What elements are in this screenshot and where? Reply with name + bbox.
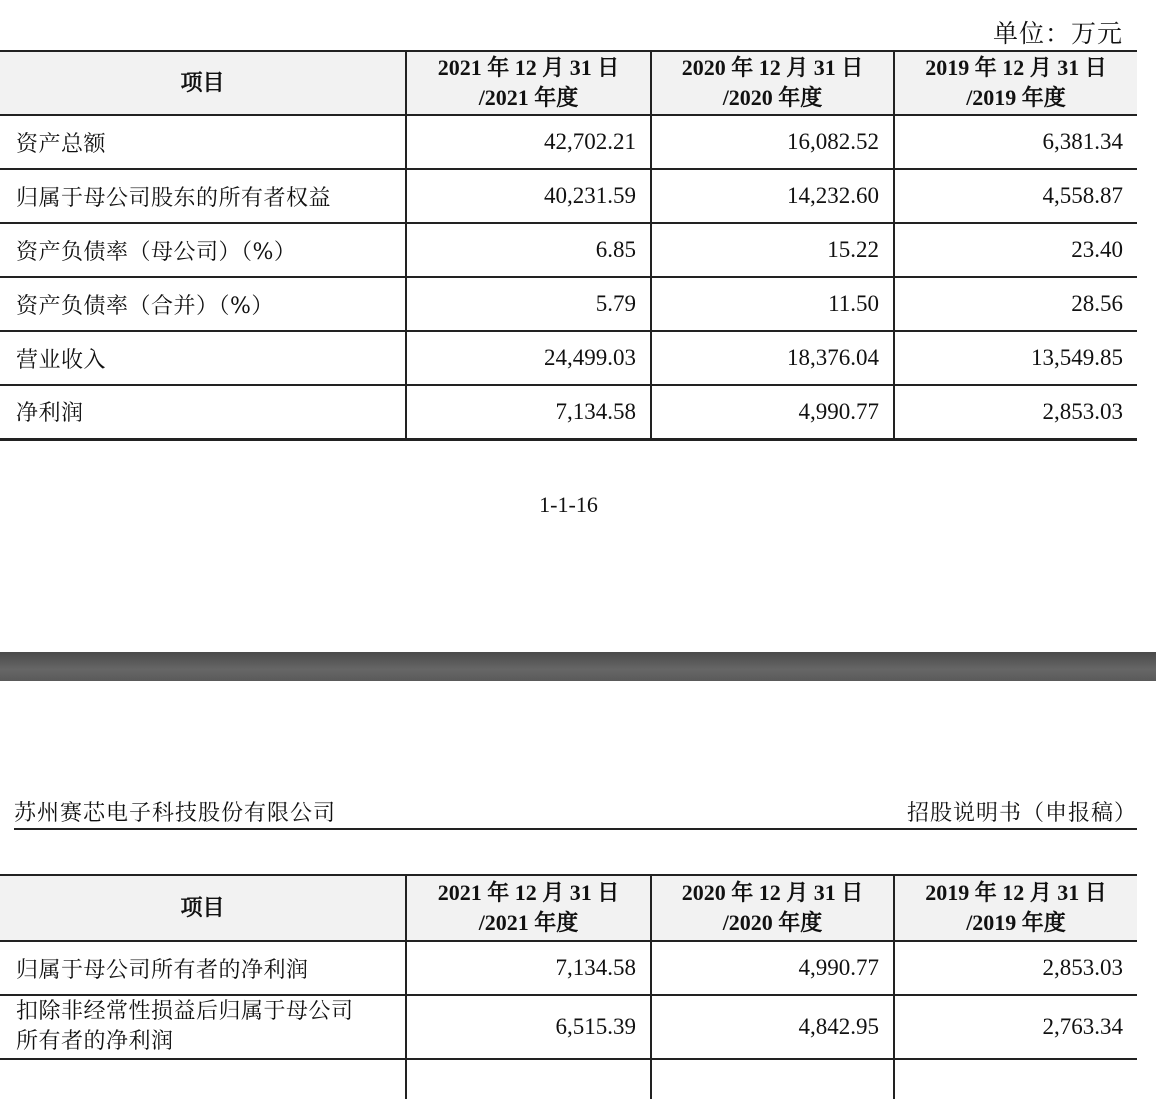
value-2020: 4,990.77 bbox=[651, 385, 894, 439]
table-header-row bbox=[0, 875, 1137, 941]
value-2019: 28.56 bbox=[894, 277, 1137, 331]
header-2020: 2020 年 12 月 31 日 /2020 年度 bbox=[651, 51, 894, 115]
financial-table-bottom bbox=[0, 874, 1137, 1099]
value-2021: 24,499.03 bbox=[406, 331, 651, 385]
row-label: 净利润 bbox=[0, 385, 406, 439]
company-name: 苏州赛芯电子科技股份有限公司 bbox=[14, 801, 337, 826]
row-label: 归属于母公司所有者的净利润 bbox=[0, 941, 406, 995]
row-label: 归属于母公司股东的所有者权益 bbox=[0, 169, 406, 223]
row-label: 营业收入 bbox=[0, 331, 406, 385]
row-label: 扣除非经常性损益后归属于母公司 所有者的净利润 bbox=[0, 995, 406, 1059]
value-2019: 2,853.03 bbox=[894, 385, 1137, 439]
value-2021: 7,134.58 bbox=[406, 941, 651, 995]
value-2019: 2,763.34 bbox=[894, 995, 1137, 1059]
financial-table-top bbox=[0, 50, 1137, 441]
value-2021: 7,134.58 bbox=[406, 385, 651, 439]
table-row bbox=[0, 169, 1137, 223]
value-2021: 5.79 bbox=[406, 277, 651, 331]
value-2020: 16,082.52 bbox=[651, 115, 894, 169]
value-2020: 4,990.77 bbox=[651, 941, 894, 995]
value-2019: 23.40 bbox=[894, 223, 1137, 277]
table-row-partial bbox=[0, 1059, 1137, 1099]
row-label: 资产总额 bbox=[0, 115, 406, 169]
value-2020: 18,376.04 bbox=[651, 331, 894, 385]
table-row bbox=[0, 223, 1137, 277]
value-2020: 4,842.95 bbox=[651, 995, 894, 1059]
table-row bbox=[0, 385, 1137, 439]
value-2021: 40,231.59 bbox=[406, 169, 651, 223]
value-2019: 13,549.85 bbox=[894, 331, 1137, 385]
table-row bbox=[0, 995, 1137, 1059]
row-label: 资产负债率（合并）（%） bbox=[0, 277, 406, 331]
page-number: 1-1-16 bbox=[539, 492, 598, 517]
header-2019: 2019 年 12 月 31 日 /2019 年度 bbox=[894, 51, 1137, 115]
header-2021: 2021 年 12 月 31 日 /2021 年度 bbox=[406, 51, 651, 115]
page-separator bbox=[0, 652, 1156, 681]
value-2020: 15.22 bbox=[651, 223, 894, 277]
page-header bbox=[14, 794, 1137, 830]
table-row bbox=[0, 277, 1137, 331]
document-title: 招股说明书（申报稿） bbox=[906, 801, 1137, 826]
header-2020: 2020 年 12 月 31 日 /2020 年度 bbox=[651, 875, 894, 941]
value-2020: 11.50 bbox=[651, 277, 894, 331]
header-2021: 2021 年 12 月 31 日 /2021 年度 bbox=[406, 875, 651, 941]
value-2021: 6.85 bbox=[406, 223, 651, 277]
table-row bbox=[0, 115, 1137, 169]
table-row bbox=[0, 331, 1137, 385]
value-2021: 6,515.39 bbox=[406, 995, 651, 1059]
value-2020: 14,232.60 bbox=[651, 169, 894, 223]
value-2019: 6,381.34 bbox=[894, 115, 1137, 169]
table-header-row bbox=[0, 51, 1137, 115]
table-row bbox=[0, 941, 1137, 995]
value-2019: 2,853.03 bbox=[894, 941, 1137, 995]
header-item: 项目 bbox=[0, 875, 406, 941]
header-2019: 2019 年 12 月 31 日 /2019 年度 bbox=[894, 875, 1137, 941]
header-item: 项目 bbox=[0, 51, 406, 115]
value-2021: 42,702.21 bbox=[406, 115, 651, 169]
row-label: 资产负债率（母公司）（%） bbox=[0, 223, 406, 277]
value-2019: 4,558.87 bbox=[894, 169, 1137, 223]
unit-label: 单位：万元 bbox=[992, 19, 1123, 48]
